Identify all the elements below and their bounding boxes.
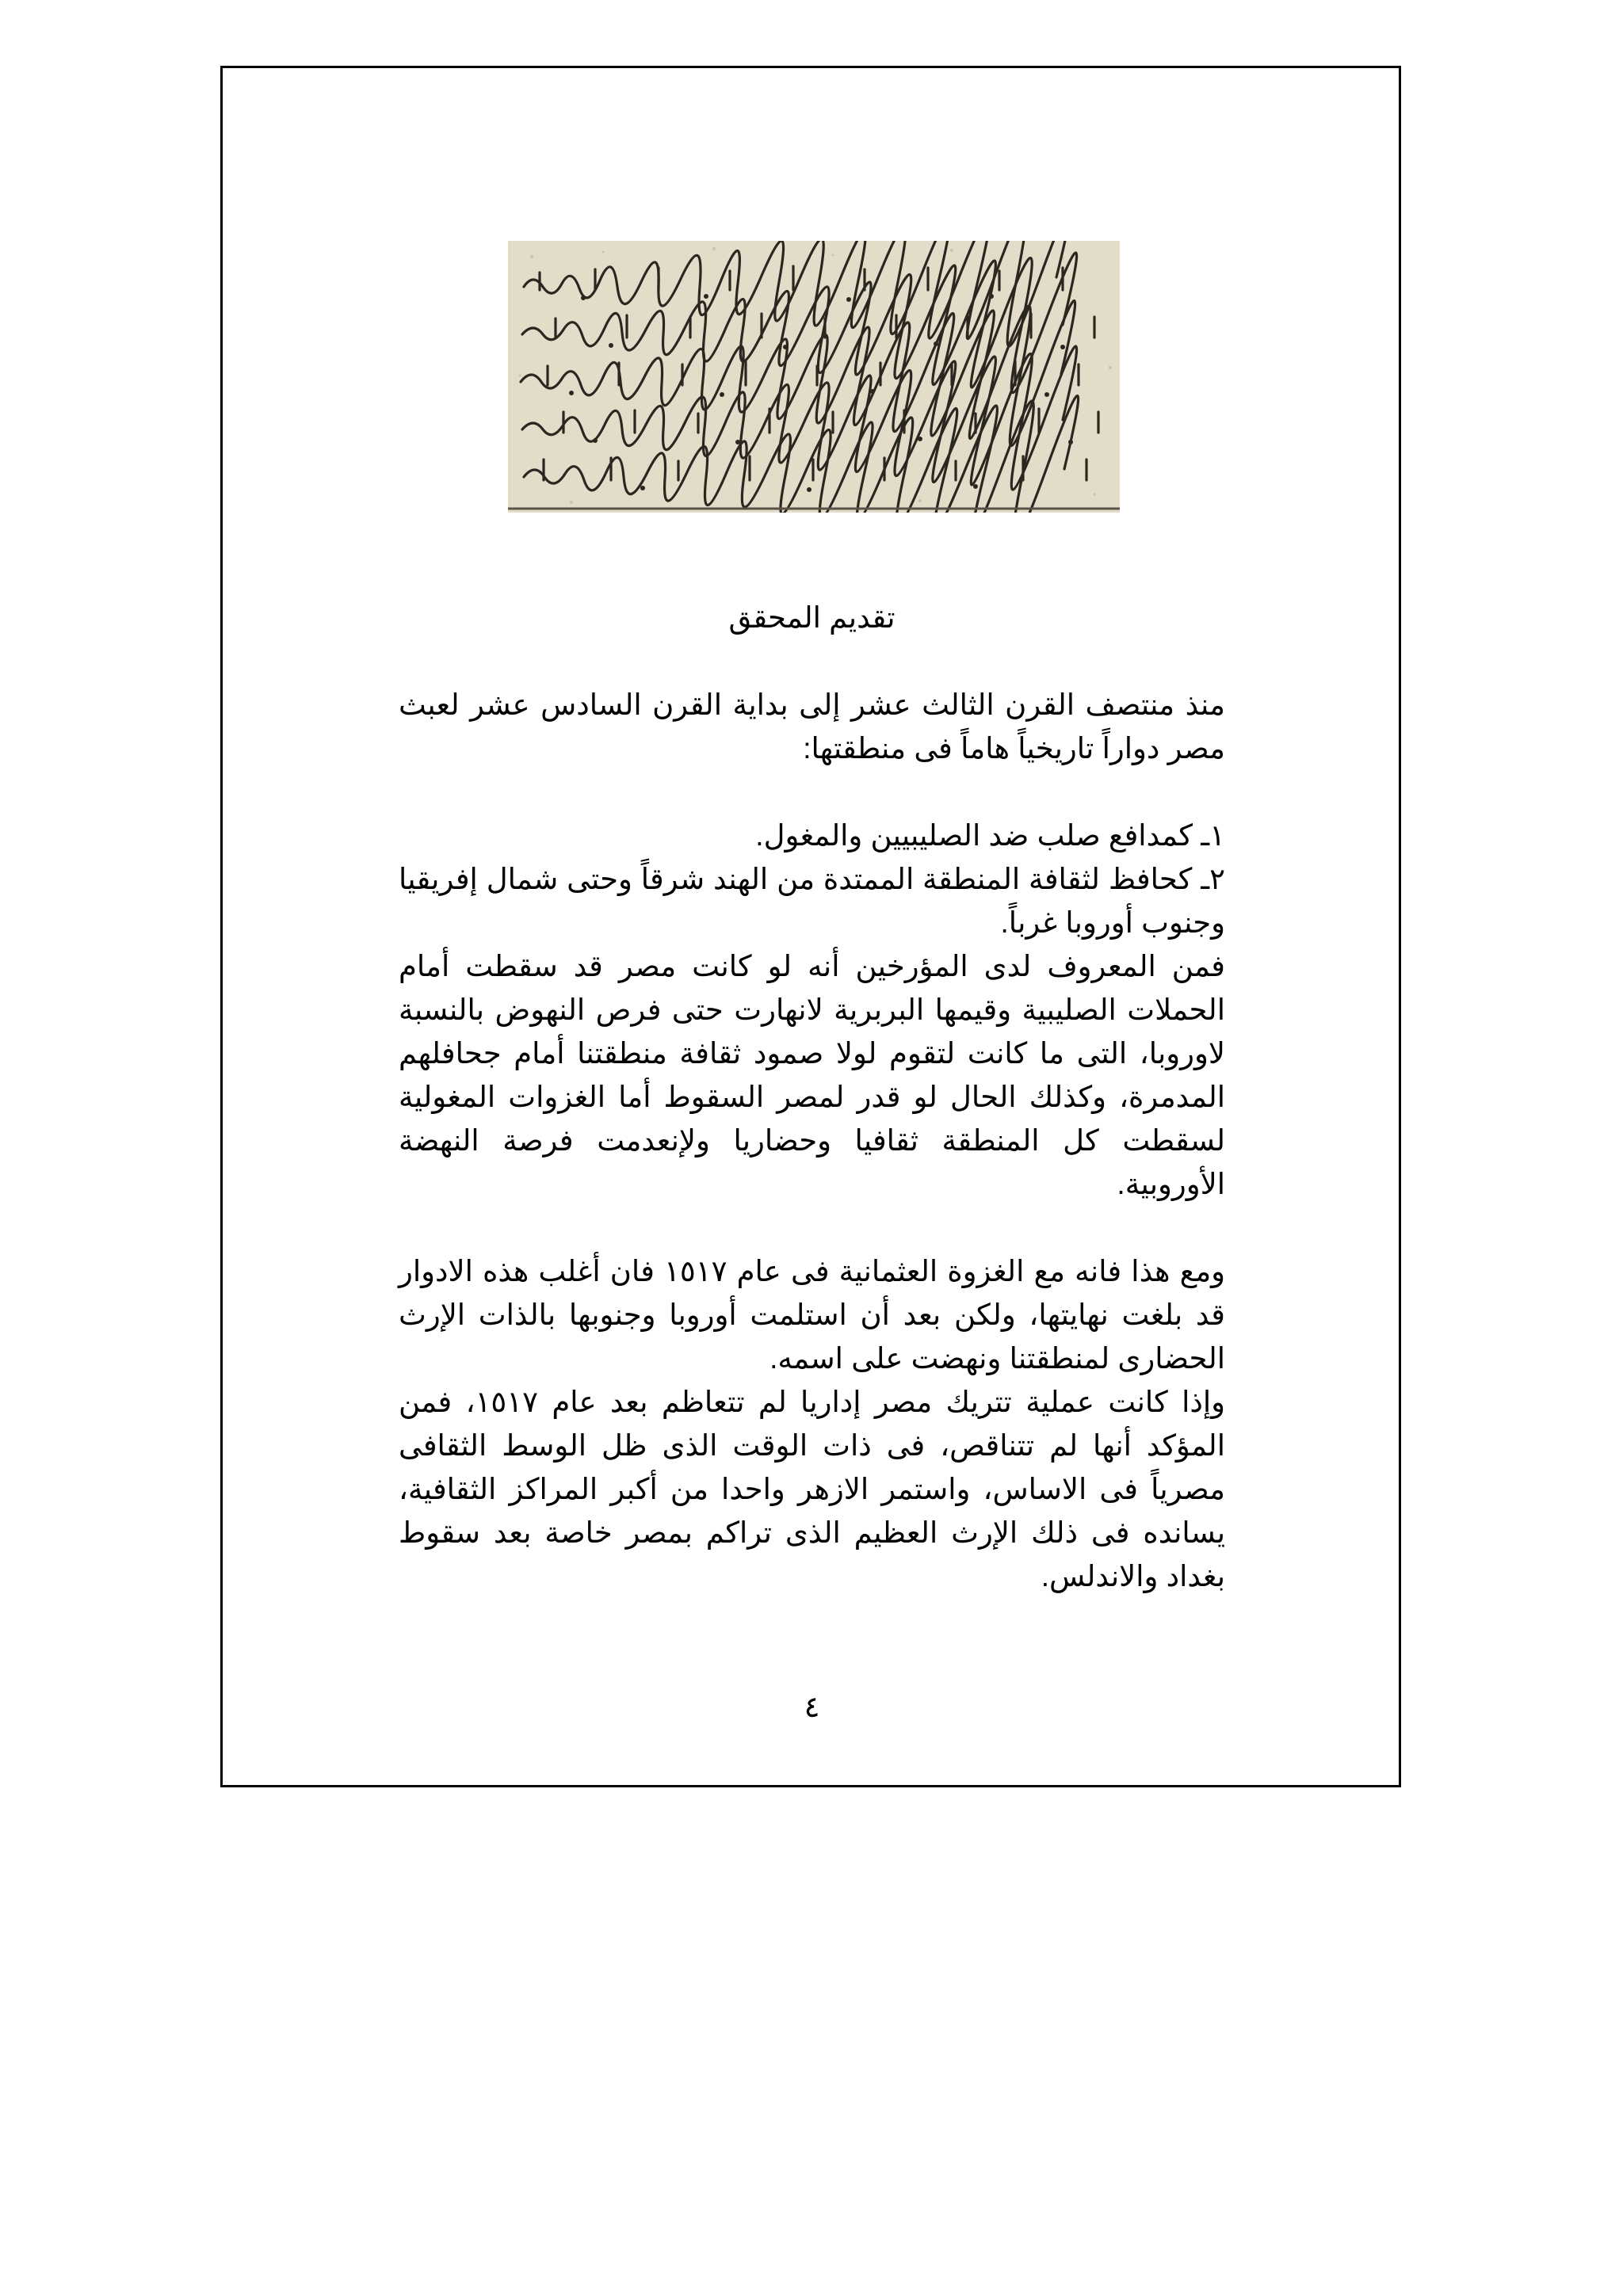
page-heading: تقديم المحقق <box>728 601 896 634</box>
list-item: ٢ـ كحافظ لثقافة المنطقة الممتدة من الهند شرقاً وحتى شمال إفريقيا وجنوب أوروبا غرباً. <box>399 863 1225 939</box>
list-item: ١ـ كمدافع صلب ضد الصليبيين والمغول. <box>755 819 1225 852</box>
page-number: ٤ <box>804 1691 820 1723</box>
manuscript-image <box>508 241 1120 513</box>
paragraph: وإذا كانت عملية تتريك مصر إداريا لم تتعاظم بعد عام ١٥١٧، فمن المؤكد أنها لم تتناقص، فى ذات الوقت الذى ظل الوسط الثقافى مصرياً فى الاساس، واستمر الازهر واحدا من أكبر المراكز الثقافية، يسانده فى ذلك الإرث العظيم الذى تراكم بمصر خاصة بعد سقوط بغداد والاندلس. <box>399 1386 1225 1592</box>
paragraph: فمن المعروف لدى المؤرخين أنه لو كانت مصر قد سقطت أمام الحملات الصليبية وقيمها البربرية لانهارت حتى فرص النهوض بالنسبة لاوروبا، التى ما كانت لتقوم لولا صمود ثقافة منطقتنا أمام جحافلهم المدمرة، وكذلك الحال لو قدر لمصر السقوط أما الغزوات المغولية لسقطت كل المنطقة ثقافيا وحضاريا ولإنعدمت فرصة النهضة الأوروبية. <box>399 950 1225 1200</box>
paragraph: منذ منتصف القرن الثالث عشر إلى بداية القرن السادس عشر لعبث مصر دواراً تاريخياً هاماً فى منطقتها: <box>399 688 1225 765</box>
paragraph: ومع هذا فانه مع الغزوة العثمانية فى عام ١٥١٧ فان أغلب هذه الادوار قد بلغت نهايتها، ولكن بعد أن استلمت أوروبا وجنوبها بالذات الإرث الحضارى لمنطقتنا ونهضت على اسمه. <box>399 1255 1226 1375</box>
body-text <box>399 683 1225 1598</box>
